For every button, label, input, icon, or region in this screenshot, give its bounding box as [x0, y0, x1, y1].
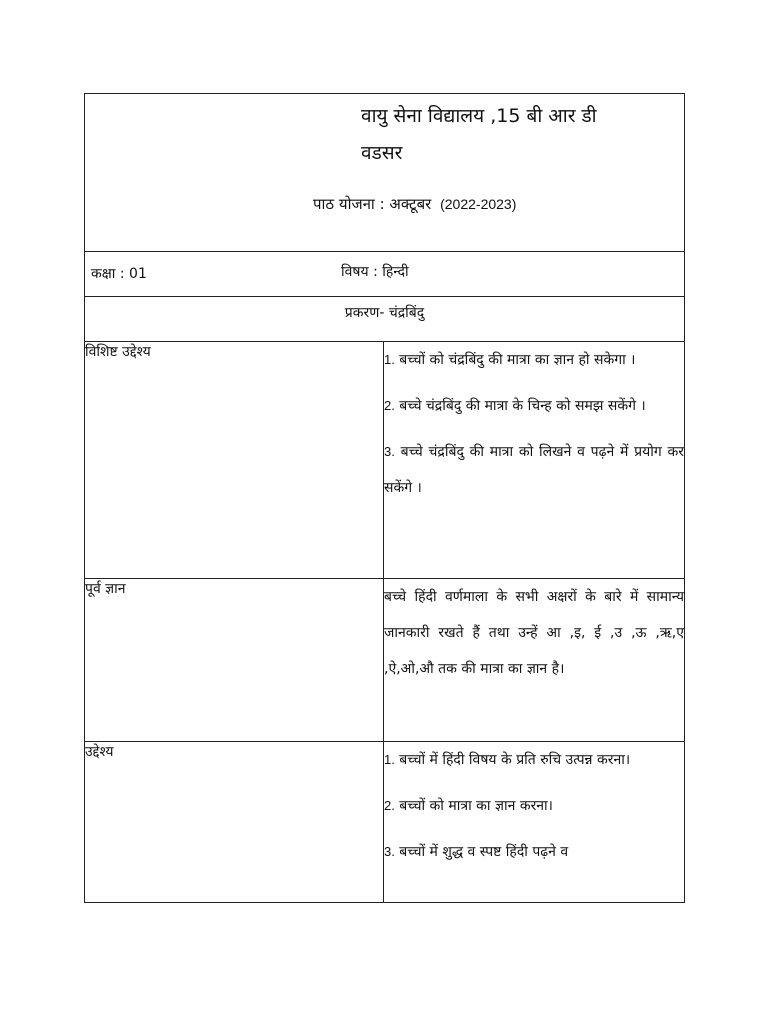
- school-location: वडसर: [361, 142, 403, 164]
- class-label: कक्षा : 01: [91, 266, 147, 282]
- list-item: 1. बच्चों को चंद्रबिंदु की मात्रा का ज्ञान हो सकेगा ।: [384, 352, 636, 368]
- list-item: 3. बच्चों में शुद्ध व स्पष्ट हिंदी पढ़ने व: [384, 844, 569, 860]
- plan-year: (2022-2023): [440, 196, 517, 212]
- row-label: उद्देश्य: [85, 742, 384, 903]
- header-cell: [85, 94, 685, 252]
- row-content: [384, 342, 685, 579]
- table-row: [85, 342, 685, 579]
- plan-title: [313, 194, 516, 214]
- subject-label: विषय : हिन्दी: [341, 264, 409, 280]
- list-item: बच्चे हिंदी वर्णमाला के सभी अक्षरों के बारे में सामान्य जानकारी रखते हैं तथा उन्हें आ ,इ, ई ,उ ,ऊ ,ऋ,ए ,ऐ,ओ,औ तक की मात्रा का ज्ञान है।: [384, 589, 684, 677]
- table-row: [85, 579, 685, 742]
- school-name: वायु सेना विद्यालय ,15 बी आर डी: [361, 105, 597, 127]
- row-content: [384, 579, 685, 742]
- list-item: 2. बच्चे चंद्रबिंदु की मात्रा के चिन्ह को समझ सकेंगे ।: [384, 398, 646, 414]
- list-item: 3. बच्चे चंद्रबिंदु की मात्रा को लिखने व पढ़ने में प्रयोग कर सकेंगे ।: [384, 444, 684, 496]
- plan-label: पाठ योजना : अक्टूबर: [313, 195, 432, 213]
- row-label: पूर्व ज्ञान: [85, 579, 384, 742]
- row-content: [384, 742, 685, 903]
- topic-label: प्रकरण- चंद्रबिंदु: [344, 305, 425, 321]
- lesson-plan-table: [84, 93, 685, 903]
- row-label: विशिष्ट उद्देश्य: [85, 342, 384, 579]
- topic-cell: [85, 297, 685, 342]
- list-item: 1. बच्चों में हिंदी विषय के प्रति रुचि उत्पन्न करना।: [384, 752, 631, 768]
- table-row: [85, 742, 685, 903]
- class-subject-cell: [85, 252, 685, 297]
- list-item: 2. बच्चों को मात्रा का ज्ञान करना।: [384, 798, 553, 814]
